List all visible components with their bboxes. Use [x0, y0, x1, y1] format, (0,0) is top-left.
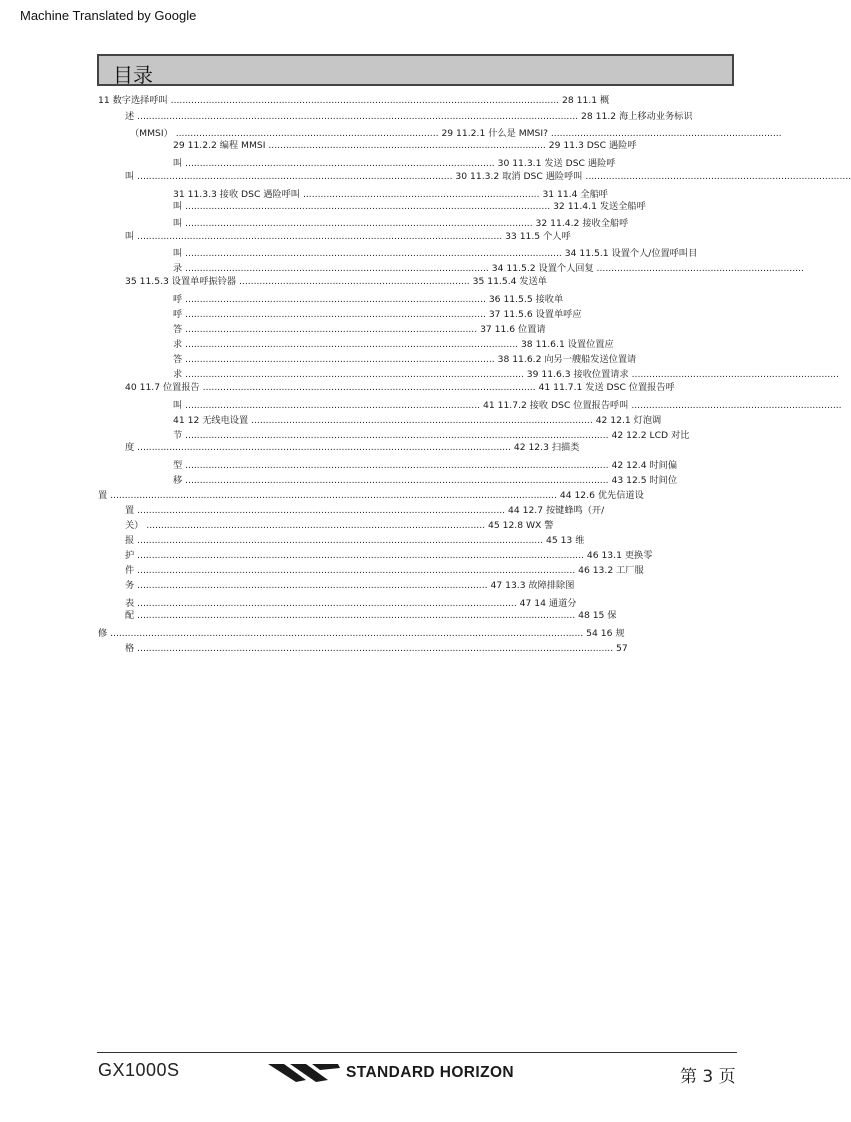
toc-line[interactable]: 叫 ..................................................................................................... 41 11.7.2 接收 DSC 位置报告呼叫 ........................................................................	[173, 400, 842, 411]
brand-chevron-icon	[268, 1062, 344, 1084]
toc-line[interactable]: 录 ........................................................................................................ 34 11.5.2 设置个人回复 .......................................................................	[173, 263, 804, 274]
toc-line[interactable]: 修 .................................................................................................................................................................. 54 16 规	[98, 628, 625, 639]
toc-line[interactable]: 答 .................................................................................................... 37 11.6 位置请	[173, 324, 546, 335]
brand-logo	[268, 1062, 574, 1084]
toc-line[interactable]: 29 11.2.2 编程 MMSI ............................................................................................... 29 11.3 DSC 遇险呼	[173, 140, 637, 151]
toc-line[interactable]: 置 .............................................................................................................................. 44 12.7 按键蜂鸣（开/	[125, 505, 605, 516]
toc-line[interactable]: 叫 ............................................................................................................ 30 11.3.2 取消 DSC 遇险呼叫 ...........................................................................................	[125, 171, 851, 182]
page-number: 第 3 页	[680, 1067, 736, 1087]
toc-line[interactable]: 叫 ............................................................................................................................. 32 11.4.1 发送全船呼	[173, 201, 646, 212]
toc-line[interactable]: 格 ................................................................................................................................................................... 57	[125, 643, 628, 654]
toc-title-bar	[97, 54, 734, 86]
toc-line[interactable]: 述 ....................................................................................................................................................... 28 11.2 海上移动业务标识	[125, 111, 693, 122]
toc-line[interactable]: 关） .................................................................................................................... 45 12.8 WX 警	[125, 520, 554, 531]
toc-line[interactable]: 节 ................................................................................................................................................. 42 12.2 LCD 对比	[173, 430, 690, 441]
footer-rule	[97, 1052, 737, 1053]
toc-line[interactable]: 40 11.7 位置报告 .................................................................................................................. 41 11.7.1 发送 DSC 位置报告呼	[125, 382, 675, 393]
toc-line[interactable]: 41 12 无线电设置 ..................................................................................................................... 42 12.1 灯泡调	[173, 415, 662, 426]
model-name: GX1000S	[98, 1060, 180, 1080]
toc-line[interactable]: 答 .......................................................................................................... 38 11.6.2 向另一艘船发送位置请	[173, 354, 637, 365]
toc-line[interactable]: 叫 ....................................................................................................................... 32 11.4.2 接收全船呼	[173, 218, 629, 229]
toc-line[interactable]: 型 ................................................................................................................................................. 42 12.4 时间偏	[173, 460, 678, 471]
toc-line[interactable]: 呼 ....................................................................................................... 37 11.5.6 设置单呼应	[173, 309, 582, 320]
page-title: 目录	[113, 63, 153, 87]
toc-line[interactable]: 求 .................................................................................................................. 38 11.6.1 设置位置应	[173, 339, 614, 350]
toc-line[interactable]: 移 ................................................................................................................................................. 43 12.5 时间位	[173, 475, 678, 486]
machine-translated-label: Machine Translated by Google	[20, 8, 197, 23]
toc-line[interactable]: 务 ........................................................................................................................ 47 13.3 故障排除图	[125, 580, 575, 591]
toc-line[interactable]: 报 ........................................................................................................................................... 45 13 维	[125, 535, 585, 546]
toc-line[interactable]: 35 11.5.3 设置单呼振铃器 ............................................................................... 35 11.5.4 发送单	[125, 276, 547, 287]
toc-line[interactable]: 表 .................................................................................................................................. 47 14 通道分	[125, 598, 577, 609]
toc-line[interactable]: 31 11.3.3 接收 DSC 遇险呼叫 ................................................................................. 31 11.4 全船呼	[173, 189, 608, 200]
toc-line[interactable]: 置 ......................................................................................................................................................... 44 12.6 优先信道设	[98, 490, 644, 501]
toc-line[interactable]: 呼 ....................................................................................................... 36 11.5.5 接收单	[173, 294, 564, 305]
toc-line[interactable]: 件 ...................................................................................................................................................... 46 13.2 工厂服	[125, 565, 644, 576]
toc-line[interactable]: 护 ......................................................................................................................................................... 46 13.1 更换零	[125, 550, 653, 561]
toc-line[interactable]: 求 .................................................................................................................... 39 11.6.3 接收位置请求 .......................................................................	[173, 369, 839, 380]
brand-name: STANDARD HORIZON	[346, 1064, 514, 1081]
toc-line[interactable]: 度 ................................................................................................................................ 42 12.3 扫描类	[125, 442, 580, 453]
toc-line[interactable]: 配 ...................................................................................................................................................... 48 15 保	[125, 610, 617, 621]
toc-line[interactable]: 叫 ................................................................................................................................. 34 11.5.1 设置个人/位置呼叫目	[173, 248, 698, 259]
toc-line[interactable]: 叫 ............................................................................................................................. 33 11.5 个人呼	[125, 231, 571, 242]
toc-line[interactable]: 11 数字选择呼叫 ..................................................................................................................................... 28 11.1 概	[98, 95, 610, 106]
toc-line[interactable]: （MMSI） .......................................................................................... 29 11.2.1 什么是 MMSI? ...............................................................................	[130, 128, 782, 139]
toc-line[interactable]: 叫 .......................................................................................................... 30 11.3.1 发送 DSC 遇险呼	[173, 158, 616, 169]
